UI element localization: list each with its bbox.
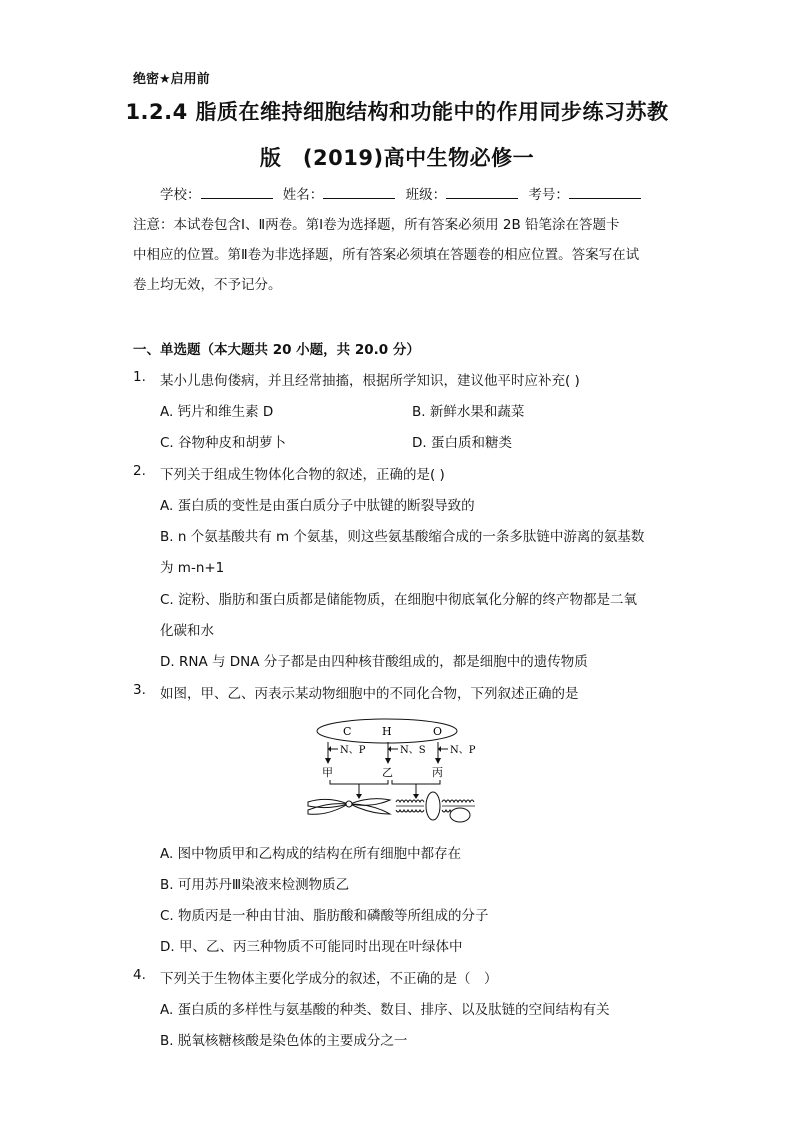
class-label: 班级： bbox=[405, 187, 447, 203]
q2-option-c-cont: 化碳和水 bbox=[160, 623, 214, 639]
number-blank[interactable] bbox=[569, 185, 641, 199]
chromosome-icon bbox=[308, 799, 390, 815]
q4-option-a[interactable]: A. 蛋白质的多样性与氨基酸的种类、数目、排序、以及肽链的空间结构有关 bbox=[160, 1002, 610, 1018]
school-label: 学校： bbox=[160, 187, 201, 203]
q2-stem: 下列关于组成生物体化合物的叙述，正确的是( ) bbox=[160, 467, 445, 483]
element-c: C bbox=[343, 725, 352, 738]
q3-option-b[interactable]: B. 可用苏丹Ⅲ染液来检测物质乙 bbox=[160, 877, 350, 893]
q4-stem: 下列关于生物体主要化学成分的叙述，不正确的是（ ） bbox=[160, 971, 498, 987]
compound-diagram-svg bbox=[300, 718, 500, 830]
bracket-left bbox=[330, 780, 388, 784]
q4-option-b[interactable]: B. 脱氧核糖核酸是染色体的主要成分之一 bbox=[160, 1033, 408, 1049]
q2-option-c[interactable]: C. 淀粉、脂肪和蛋白质都是储能物质，在细胞中彻底氧化分解的终产物都是二氧 bbox=[160, 592, 638, 608]
q2-option-b[interactable]: B. n 个氨基酸共有 m 个氨基，则这些氨基酸缩合成的一条多肽链中游离的氨基数 bbox=[160, 529, 645, 545]
arrow-label-np-2: N、P bbox=[450, 745, 476, 756]
q2-option-a[interactable]: A. 蛋白质的变性是由蛋白质分子中肽键的断裂导致的 bbox=[160, 498, 475, 514]
bracket-right bbox=[392, 780, 440, 784]
exam-notice bbox=[133, 210, 663, 300]
number-label: 考号： bbox=[528, 187, 569, 203]
bracket-arrow-left bbox=[356, 794, 362, 799]
secret-label: 绝密★启用前 bbox=[133, 72, 210, 87]
q2-option-d[interactable]: D. RNA 与 DNA 分子都是由四种核苷酸组成的，都是细胞中的遗传物质 bbox=[160, 654, 588, 670]
q1-number: 1. bbox=[133, 369, 146, 385]
name-label: 姓名： bbox=[282, 187, 324, 203]
q3-number: 3. bbox=[133, 682, 146, 698]
q2-option-b-cont: 为 m-n+1 bbox=[160, 560, 225, 576]
q1-option-d[interactable]: D. 蛋白质和糖类 bbox=[412, 435, 512, 451]
notice-line: 注意：本试卷包含Ⅰ、Ⅱ两卷。第Ⅰ卷为选择题，所有答案必须用 2B 铅笔涂在答题卡 bbox=[133, 217, 620, 233]
name-blank[interactable] bbox=[323, 185, 395, 199]
arrow-label-np-1: N、P bbox=[340, 745, 366, 756]
class-blank[interactable] bbox=[446, 185, 518, 199]
label-jia: 甲 bbox=[322, 766, 333, 779]
arrow-head-1 bbox=[325, 758, 331, 764]
q3-stem: 如图，甲、乙、丙表示某动物细胞中的不同化合物，下列叙述正确的是 bbox=[160, 686, 579, 702]
arrow-head-3 bbox=[435, 758, 441, 764]
q1-stem: 某小儿患佝偻病，并且经常抽搐，根据所学知识，建议他平时应补充( ) bbox=[160, 373, 580, 389]
q3-option-d[interactable]: D. 甲、乙、丙三种物质不可能同时出现在叶绿体中 bbox=[160, 939, 463, 955]
bracket-arrow-right bbox=[413, 794, 419, 799]
student-info-row bbox=[160, 183, 647, 203]
notice-line: 中相应的位置。第Ⅱ卷为非选择题，所有答案必须填在答题卷的相应位置。答案写在试 bbox=[133, 247, 640, 263]
notice-line: 卷上均无效，不予记分。 bbox=[133, 277, 282, 293]
title-line-2: 版 (2019)高中生物必修一 bbox=[259, 146, 535, 170]
element-h: H bbox=[382, 725, 392, 738]
label-bing: 丙 bbox=[432, 766, 443, 779]
school-blank[interactable] bbox=[201, 185, 273, 199]
arrow-head-2 bbox=[385, 758, 391, 764]
q1-option-c[interactable]: C. 谷物种皮和胡萝卜 bbox=[160, 435, 287, 451]
arrow-label-ns: N、S bbox=[400, 745, 426, 756]
compound-diagram bbox=[300, 718, 500, 830]
q1-option-a[interactable]: A. 钙片和维生素 D bbox=[160, 404, 274, 420]
section-title: 一、单选题（本大题共 20 小题，共 20.0 分） bbox=[133, 342, 420, 358]
membrane-bilayer-icon bbox=[396, 792, 475, 822]
element-o: O bbox=[433, 725, 443, 738]
q3-option-c[interactable]: C. 物质丙是一种由甘油、脂肪酸和磷酸等所组成的分子 bbox=[160, 908, 489, 924]
q3-option-a[interactable]: A. 图中物质甲和乙构成的结构在所有细胞中都存在 bbox=[160, 846, 462, 862]
q4-number: 4. bbox=[133, 967, 146, 983]
title-line-1: 1.2.4 脂质在维持细胞结构和功能中的作用同步练习苏教 bbox=[125, 100, 669, 124]
q1-option-b[interactable]: B. 新鲜水果和蔬菜 bbox=[412, 404, 525, 420]
label-yi: 乙 bbox=[382, 766, 393, 779]
q2-number: 2. bbox=[133, 463, 146, 479]
